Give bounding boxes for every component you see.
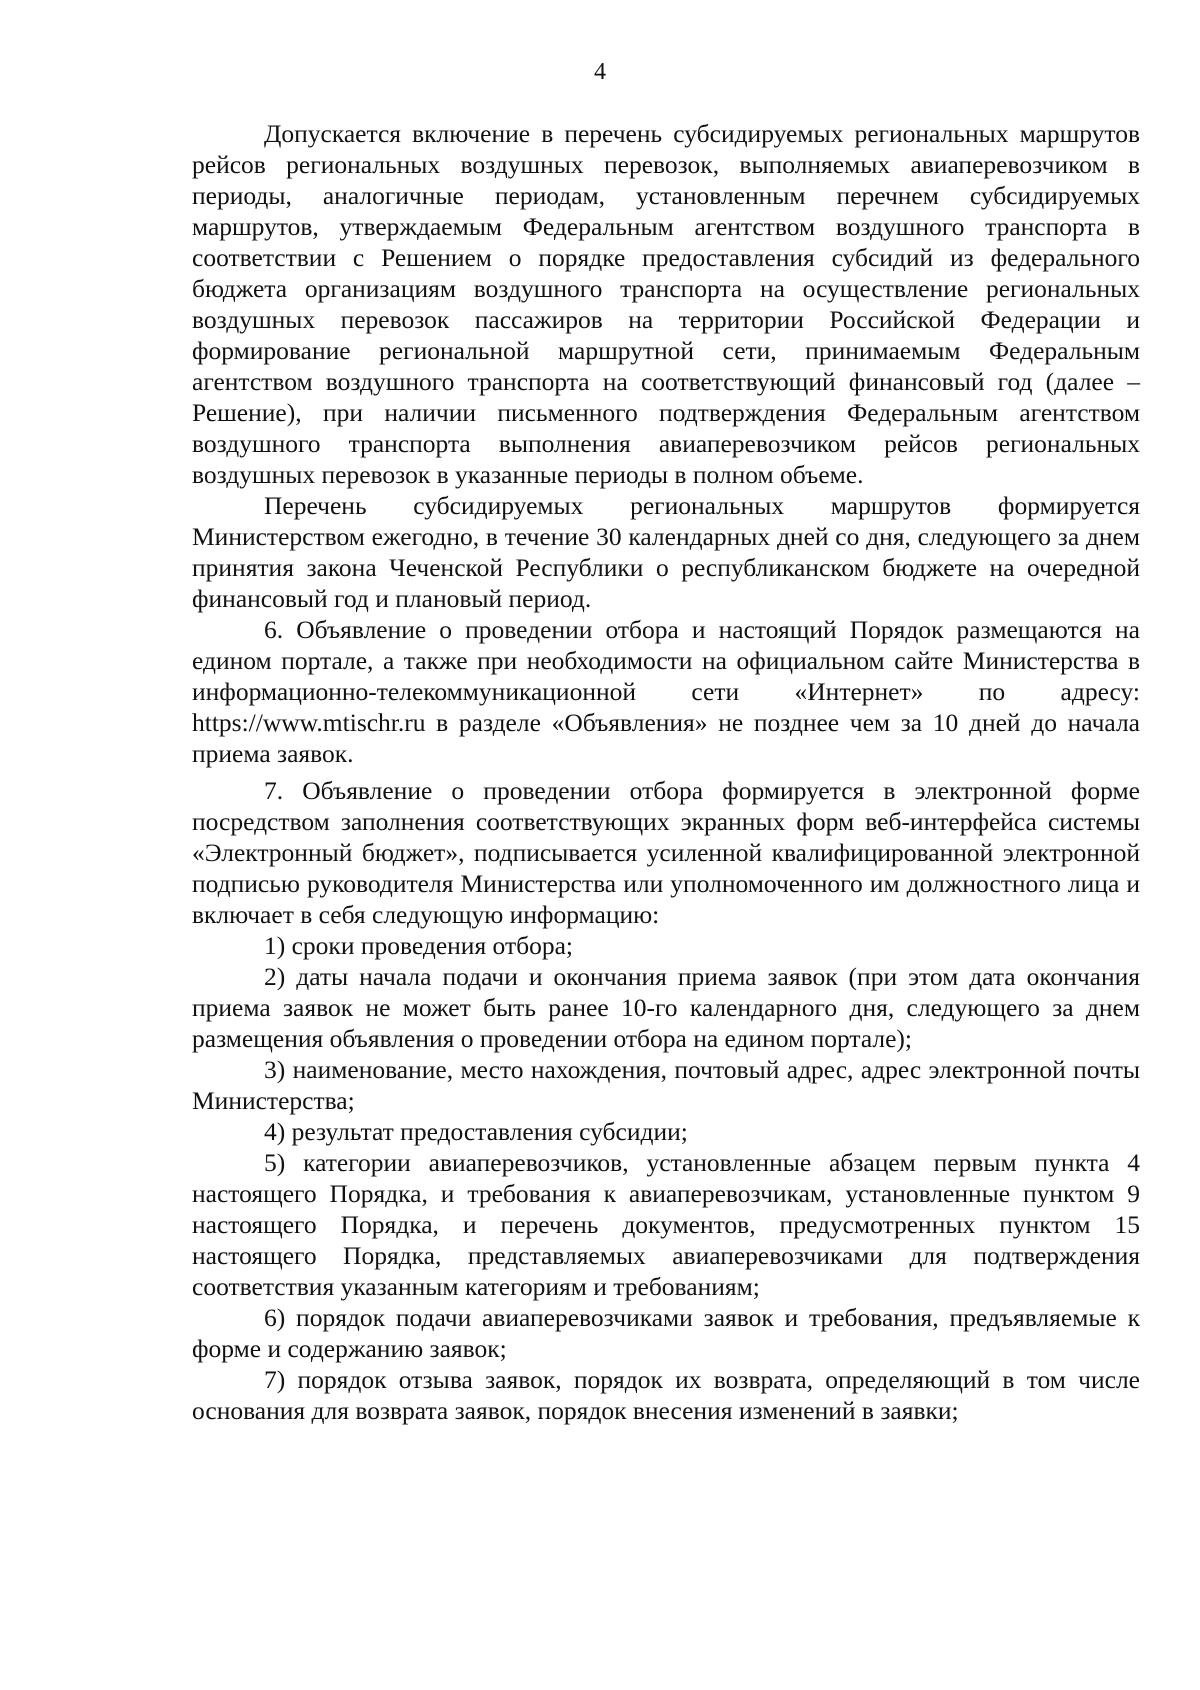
list-item-4: 4) результат предоставления субсидии; — [264, 1117, 688, 1146]
list-item-6: 6) порядок подачи авиаперевозчиками заявок и требования, предъявляемые к форме и содержанию заявок; — [192, 1303, 1140, 1363]
paragraph-route-list: Перечень субсидируемых региональных маршрутов формируется Министерством ежегодно, в течение 30 календарных дней со дня, следующего за днем принятия закона Чеченской Республики о республиканском бюджете на очередной финансовый год и плановый период. — [192, 491, 1140, 613]
document-body — [192, 118, 1140, 1426]
page-number: 4 — [594, 59, 606, 85]
list-item-2: 2) даты начала подачи и окончания приема заявок (при этом дата окончания приема заявок не может быть ранее 10-го календарного дня, следующего за днем размещения объявления о проведении отбора на едином портале); — [192, 962, 1140, 1053]
list-item-1: 1) сроки проведения отбора; — [264, 931, 573, 960]
list-item-5: 5) категории авиаперевозчиков, установленные абзацем первым пункта 4 настоящего Порядка, и требования к авиаперевозчикам, установленные пунктом 9 настоящего Порядка, и перечень документов, предусмотренных пунктом 15 настоящего Порядка, представляемых авиаперевозчиками для подтверждения соответствия указанным категориям и требованиям; — [192, 1148, 1140, 1301]
list-item-7: 7) порядок отзыва заявок, порядок их возврата, определяющий в том числе основания для возврата заявок, порядок внесения изменений в заявки; — [192, 1365, 1140, 1425]
paragraph-item-7: 7. Объявление о проведении отбора формируется в электронной форме посредством заполнения соответствующих экранных форм веб-интерфейса системы «Электронный бюджет», подписывается усиленной квалифицированной электронной подписью руководителя Министерства или уполномоченного им должностного лица и включает в себя следующую информацию: — [192, 776, 1140, 929]
list-item-3: 3) наименование, место нахождения, почтовый адрес, адрес электронной почты Министерства; — [192, 1055, 1140, 1115]
paragraph-route-inclusion: Допускается включение в перечень субсидируемых региональных маршрутов рейсов региональных воздушных перевозок, выполняемых авиаперевозчиком в периоды, аналогичные периодам, установленным перечнем субсидируемых маршрутов, утверждаемым Федеральным агентством воздушного транспорта в соответствии с Решением о порядке предоставления субсидий из федерального бюджета организациям воздушного транспорта на осуществление региональных воздушных перевозок пассажиров на территории Российской Федерации и формирование региональной маршрутной сети, принимаемым Федеральным агентством воздушного транспорта на соответствующий финансовый год (далее – Решение), при наличии письменного подтверждения Федеральным агентством воздушного транспорта выполнения авиаперевозчиком рейсов региональных воздушных перевозок в указанные периоды в полном объеме. — [192, 119, 1140, 489]
paragraph-item-6: 6. Объявление о проведении отбора и настоящий Порядок размещаются на едином портале, а также при необходимости на официальном сайте Министерства в информационно-телекоммуникационной сети «Интернет» по адресу: https://www.mtischr.ru в разделе «Объявления» не позднее чем за 10 дней до начала приема заявок. — [192, 615, 1140, 768]
